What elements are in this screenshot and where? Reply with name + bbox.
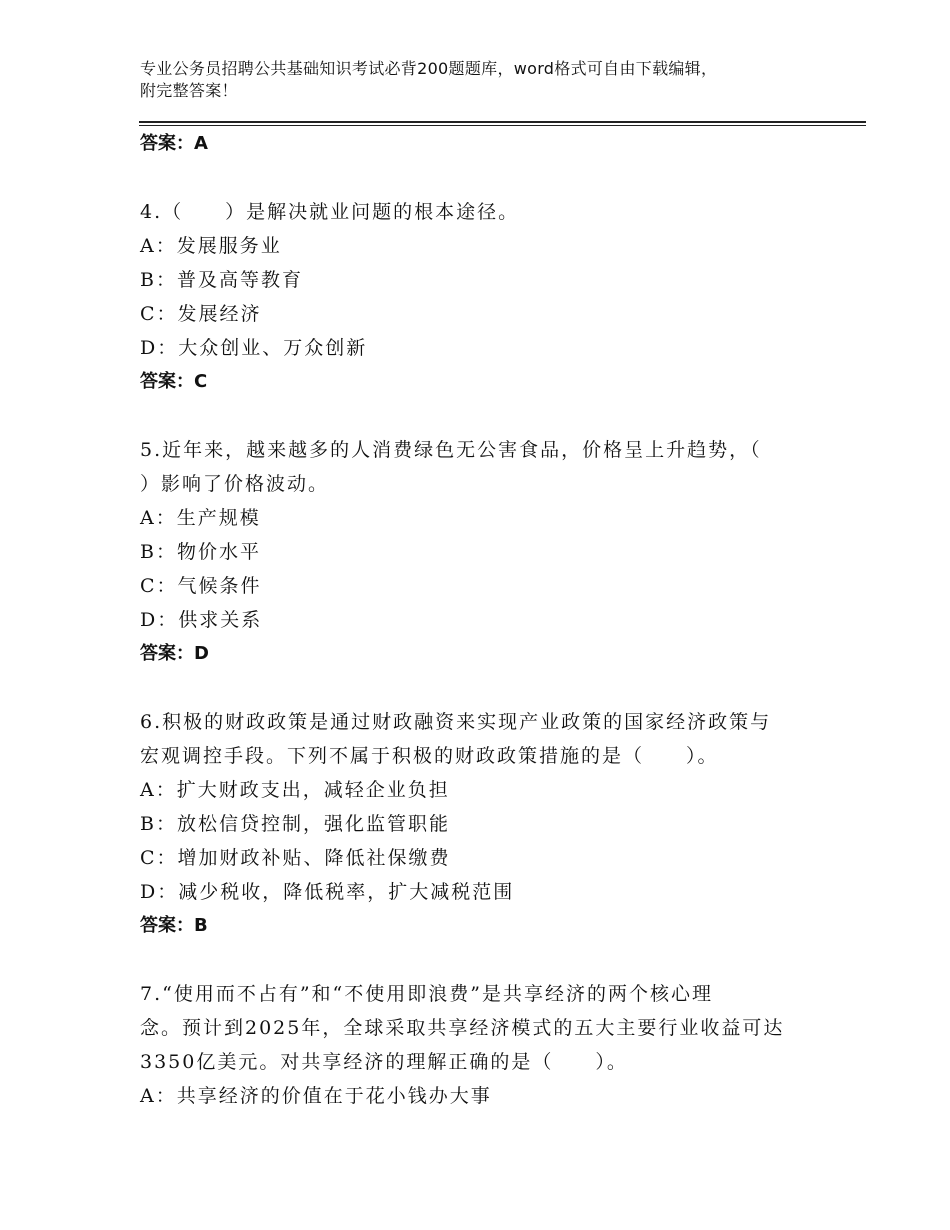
question-stem-line: 5.近年来，越来越多的人消费绿色无公害食品，价格呈上升趋势，（: [140, 439, 762, 461]
answer-label: 答案：B: [140, 915, 208, 936]
question-stem-line: ）影响了价格波动。: [140, 473, 330, 495]
header-line-1: 专业公务员招聘公共基础知识考试必背200题题库，word格式可自由下载编辑，: [140, 59, 718, 78]
question-4: [140, 195, 840, 399]
question-stem: [140, 977, 840, 1079]
question-stem: [140, 705, 840, 773]
option-c: C：气候条件: [140, 575, 262, 597]
question-stem-line: 宏观调控手段。下列不属于积极的财政政策措施的是（ ）。: [140, 745, 719, 767]
question-stem-line: 4.（ ）是解决就业问题的根本途径。: [140, 201, 520, 223]
page-header: [140, 58, 830, 102]
option-d: D：减少税收，降低税率，扩大减税范围: [140, 881, 515, 903]
option-a: A：生产规模: [140, 507, 261, 529]
option-b: B：物价水平: [140, 541, 261, 563]
question-stem: [140, 195, 840, 229]
option-a: A：发展服务业: [140, 235, 282, 257]
question-stem: [140, 433, 840, 501]
option-a: A：扩大财政支出，减轻企业负担: [140, 779, 450, 801]
header-rule-thin: [139, 125, 866, 126]
question-stem-line: 6.积极的财政政策是通过财政融资来实现产业政策的国家经济政策与: [140, 711, 772, 733]
option-d: D：供求关系: [140, 609, 263, 631]
option-b: B：普及高等教育: [140, 269, 303, 291]
question-stem-line: 念。预计到2025年，全球采取共享经济模式的五大主要行业收益可达: [140, 1017, 785, 1039]
option-b: B：放松信贷控制，强化监管职能: [140, 813, 450, 835]
option-c: C：增加财政补贴、降低社保缴费: [140, 847, 451, 869]
question-stem-line: 3350亿美元。对共享经济的理解正确的是（ ）。: [140, 1051, 628, 1073]
question-5: [140, 433, 840, 671]
question-stem-line: 7.“使用而不占有”和“不使用即浪费”是共享经济的两个核心理: [140, 983, 713, 1005]
answer-label: 答案：D: [140, 643, 209, 664]
option-c: C：发展经济: [140, 303, 262, 325]
answer-label: 答案：C: [140, 371, 208, 392]
answer-label: 答案：A: [140, 133, 208, 154]
question-7: [140, 977, 840, 1113]
option-d: D：大众创业、万众创新: [140, 337, 368, 359]
question-list: [140, 127, 840, 1113]
header-line-2: 附完整答案！: [140, 81, 238, 100]
question-6: [140, 705, 840, 943]
header-rule-thick: [139, 121, 866, 123]
option-a: A：共享经济的价值在于花小钱办大事: [140, 1085, 492, 1107]
